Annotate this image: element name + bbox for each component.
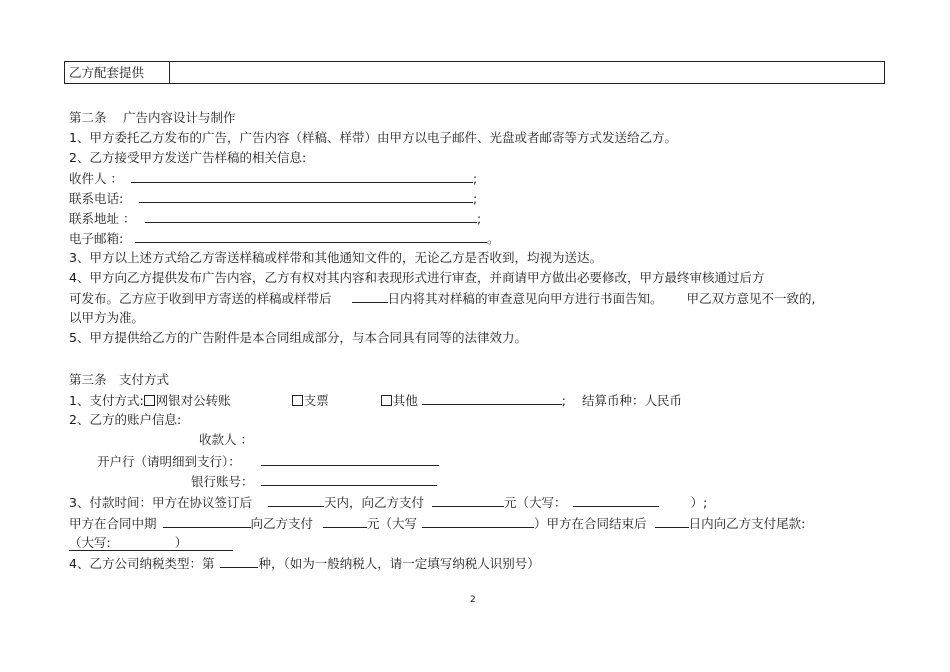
opt-transfer-checkbox[interactable] [144, 395, 155, 406]
email-label: 电子邮箱: [69, 231, 124, 246]
mid-text-2: 向乙方支付 [250, 516, 314, 531]
mid-amount-caps-field[interactable] [422, 515, 534, 528]
opt-other-label: 其他 [392, 393, 418, 408]
payee-row [199, 432, 253, 448]
bank-row [97, 453, 439, 470]
page-number: 2 [470, 595, 476, 605]
opt-cheque-checkbox[interactable] [292, 395, 303, 406]
article-3-title: 第三条 支付方式 [69, 372, 170, 387]
other-method-field[interactable] [422, 392, 562, 405]
mid-payment-row [69, 515, 805, 532]
address-row [69, 210, 481, 227]
final-amount-caps-field[interactable] [69, 535, 233, 551]
recipient-label: 收件人 ： [69, 171, 123, 186]
art2-para-2: 2、乙方接受甲方发送广告样稿的相关信息: [69, 150, 307, 165]
opt-other-checkbox[interactable] [381, 395, 392, 406]
pay-time-text-3: 元（大写： [503, 495, 567, 510]
caps-close-label: ） [174, 535, 188, 550]
pay-method-label: 1、支付方式: [69, 393, 144, 408]
phone-semicolon: ; [473, 191, 478, 206]
pay-time-text-1: 3、付款时间：甲方在协议签订后 [69, 495, 252, 510]
p4b-text-2: 日内将其对样稿的审查意见向甲方进行书面告知。 [387, 291, 663, 306]
pay-time-text-2: 天内，向乙方支付 [323, 495, 424, 510]
mid-text-4: ）甲方在合同结束后 [534, 516, 647, 531]
currency-label: 结算币种：人民币 [581, 393, 682, 408]
recipient-field[interactable] [131, 170, 473, 183]
review-days-field[interactable] [352, 290, 388, 303]
email-row [69, 230, 500, 247]
pay-time-text-4: ）; [690, 495, 708, 510]
p4b-text-1: 可发布。乙方应于收到甲方寄送的样稿或样带后 [69, 291, 332, 306]
bank-field[interactable] [261, 453, 439, 466]
recipient-row [69, 170, 477, 187]
address-semicolon: ; [477, 211, 482, 226]
art2-para-5: 5、甲方提供给乙方的广告附件是本合同组成部分，与本合同具有同等的法律效力。 [69, 330, 527, 345]
pay-method-row [69, 392, 682, 409]
phone-row [69, 190, 477, 207]
art2-para-4b [69, 290, 816, 307]
other-semicolon: ; [561, 393, 566, 408]
mid-text-1: 甲方在合同中期 [69, 516, 157, 531]
tax-type-row [69, 555, 540, 572]
caps-row [69, 535, 233, 551]
art2-para-3: 3、甲方以上述方式给乙方寄送样稿或样带和其他通知文件的，无论乙方是否收到，均视为送达。 [69, 250, 602, 265]
pay-days-field[interactable] [268, 494, 324, 507]
recipient-semicolon: ; [473, 171, 478, 186]
opt-transfer-label: 网银对公转账 [155, 393, 231, 408]
tax-text-1: 4、乙方公司纳税类型：第 [69, 556, 215, 571]
pay-time-row [69, 494, 707, 511]
p4b-text-3: 甲乙双方意见不一致的, [686, 291, 816, 306]
phone-label: 联系电话: [69, 191, 124, 206]
final-days-field[interactable] [655, 515, 689, 528]
mid-amount-field[interactable] [323, 515, 367, 528]
supply-table [64, 61, 885, 84]
mid-text-3: 元（大写 [367, 516, 418, 531]
art2-para-1: 1、甲方委托乙方发布的广告，广告内容（样稿、样带）由甲方以电子邮件、光盘或者邮寄等方式发送给乙方。 [69, 130, 677, 145]
account-no-label: 银行账号： [191, 474, 254, 489]
account-no-row [191, 473, 437, 490]
pay-amount-field[interactable] [432, 494, 504, 507]
art2-para-4c: 以甲方为准。 [69, 310, 145, 325]
account-no-field[interactable] [261, 473, 437, 486]
mid-text-5: 日内向乙方支付尾款: [688, 516, 806, 531]
tax-text-2: 种，（如为一般纳税人，请一定填写纳税人识别号） [258, 556, 540, 571]
bank-label: 开户行（请明细到支行）： [97, 454, 241, 469]
table-cell-label: 乙方配套提供 [65, 62, 170, 83]
mid-date-field[interactable] [163, 515, 251, 528]
opt-cheque-label: 支票 [303, 393, 329, 408]
art2-para-4a: 4、甲方向乙方提供发布广告内容，乙方有权对其内容和表现形式进行审查，并商请甲方做出必要修改，甲方最终审核通过后方 [69, 270, 765, 285]
pay-amount-caps-field[interactable] [573, 494, 659, 507]
caps-open-label: （大写: [69, 535, 111, 550]
payee-label: 收款人 ： [199, 432, 253, 447]
email-field[interactable] [135, 230, 487, 243]
article-2-title: 第二条 广告内容设计与制作 [69, 110, 236, 125]
account-info-label: 2、乙方的账户信息: [69, 412, 182, 427]
address-field[interactable] [145, 210, 477, 223]
phone-field[interactable] [139, 190, 473, 203]
tax-type-field[interactable] [220, 555, 258, 568]
address-label: 联系地址 ： [69, 211, 136, 226]
email-period: 。 [487, 231, 500, 246]
